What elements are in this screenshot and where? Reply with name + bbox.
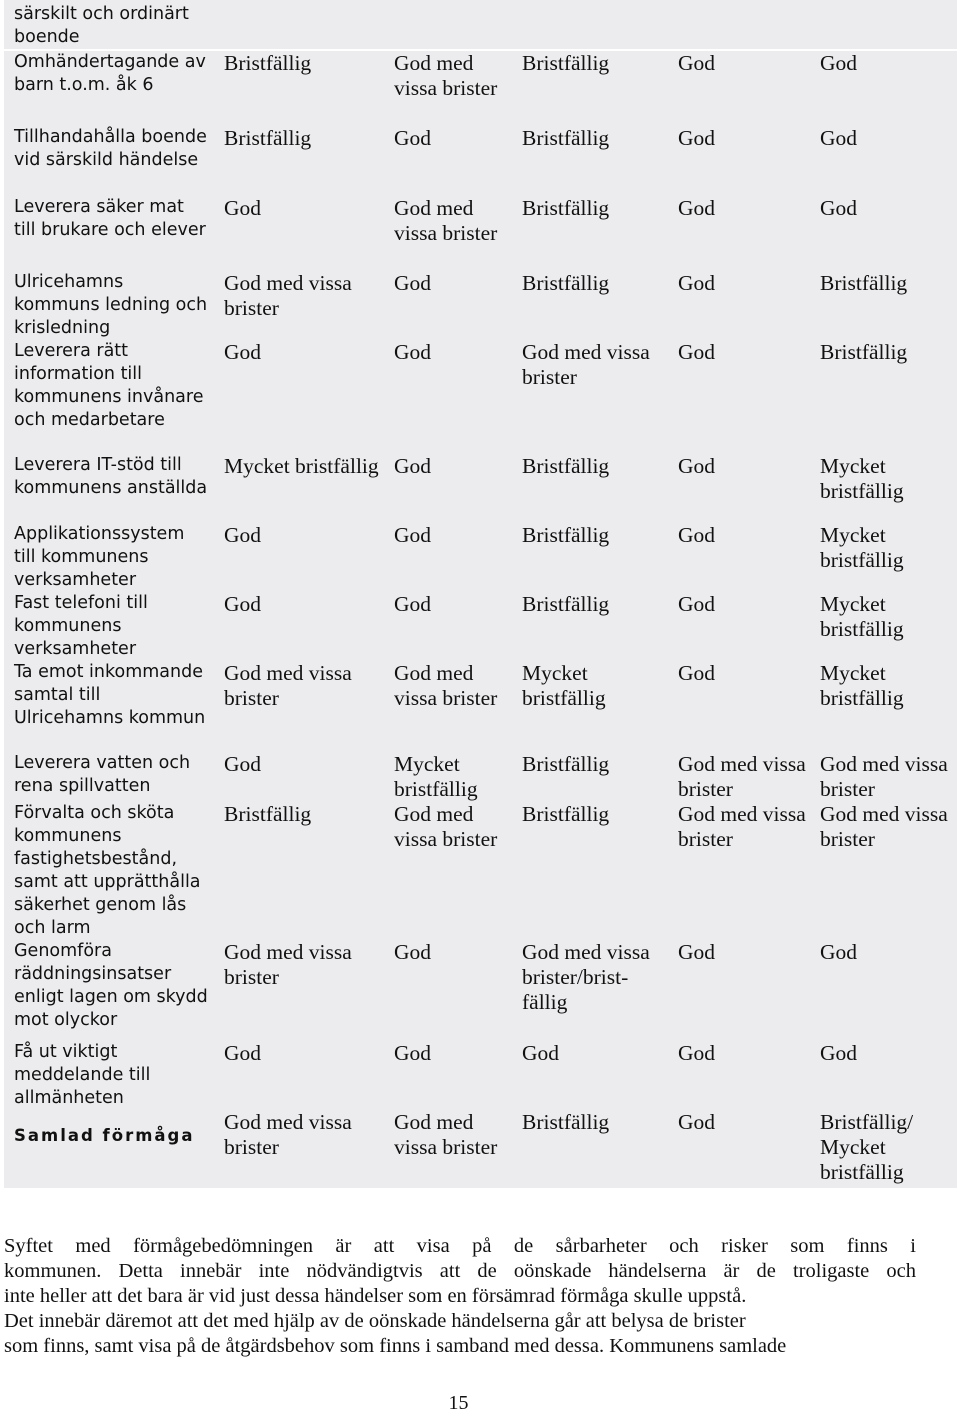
cell: Mycket bristfällig — [820, 454, 904, 503]
cell: God — [224, 592, 262, 616]
cell: God — [394, 523, 432, 547]
cell: God med vissa brister — [394, 196, 498, 245]
row-label: Genomföra räddningsinsatser enligt lagen om skydd mot olyckor — [14, 941, 208, 1030]
cell: God — [678, 523, 716, 547]
cell: Bristfällig/ Mycket bristfällig — [820, 1110, 914, 1184]
cell — [386, 0, 514, 50]
table-row — [4, 454, 957, 523]
cell: God — [678, 592, 716, 616]
cell: Bristfällig — [522, 523, 610, 547]
cell: God med vissa brister — [820, 752, 948, 801]
table-row — [4, 523, 957, 592]
cell: God — [678, 51, 716, 75]
table-row — [4, 196, 957, 271]
cell: God med vissa brister — [678, 752, 806, 801]
cell: Bristfällig — [820, 340, 908, 364]
cell: God — [820, 196, 858, 220]
row-label: Tillhandahålla boende vid särskild händelse — [14, 127, 207, 170]
table-row — [4, 0, 957, 50]
row-label: Leverera IT-stöd till kommunens anställda — [14, 455, 208, 498]
cell: God — [678, 196, 716, 220]
table-row — [4, 661, 957, 752]
cell: Mycket bristfällig — [820, 523, 904, 572]
cell: God med vissa brister/brist-fällig — [522, 940, 650, 1014]
cell: Bristfällig — [522, 752, 610, 776]
cell — [216, 0, 386, 50]
cell: God — [678, 271, 716, 295]
cell: God med vissa brister — [224, 271, 352, 320]
cell: God — [678, 940, 716, 964]
total-label: Samlad förmåga — [14, 1126, 195, 1145]
cell: Bristfällig — [522, 271, 610, 295]
table-row — [4, 126, 957, 196]
row-label: Fast telefoni till kommunens verksamheter — [14, 593, 148, 659]
cell: Bristfällig — [522, 802, 610, 826]
cell: Bristfällig — [224, 126, 312, 150]
cell: God — [394, 340, 432, 364]
row-label: Få ut viktigt meddelande till allmänheten — [14, 1042, 151, 1108]
cell: God — [678, 340, 716, 364]
capability-table — [4, 0, 957, 1188]
cell — [670, 0, 812, 50]
cell: God med vissa brister — [224, 1110, 352, 1159]
cell: God — [224, 523, 262, 547]
cell: Bristfällig — [522, 51, 610, 75]
table-row — [4, 940, 957, 1041]
cell: God med vissa brister — [678, 802, 806, 851]
cell: God — [394, 126, 432, 150]
cell: God — [394, 592, 432, 616]
cell: God — [678, 661, 716, 685]
table-row — [4, 340, 957, 454]
cell: God — [678, 1041, 716, 1065]
cell: God — [394, 271, 432, 295]
cell: Mycket bristfällig — [394, 752, 478, 801]
cell: God med vissa brister — [394, 661, 498, 710]
cell — [812, 0, 957, 50]
cell: God — [224, 340, 262, 364]
cell: Bristfällig — [224, 802, 312, 826]
cell: Bristfällig — [522, 196, 610, 220]
cell: Bristfällig — [522, 454, 610, 478]
table-row-total — [4, 1110, 957, 1188]
cell: God — [678, 126, 716, 150]
table-row — [4, 592, 957, 661]
cell: Bristfällig — [522, 592, 610, 616]
cell: Bristfällig — [224, 51, 312, 75]
cell: God med vissa brister — [224, 940, 352, 989]
row-label: Leverera vatten och rena spillvatten — [14, 753, 191, 796]
cell: Bristfällig — [522, 1110, 610, 1134]
table-row — [4, 752, 957, 802]
cell: Bristfällig — [522, 126, 610, 150]
cell: God med vissa brister — [394, 51, 498, 100]
row-label: särskilt och ordinärt boende — [4, 0, 216, 50]
cell: God — [224, 1041, 262, 1065]
cell: God — [522, 1041, 560, 1065]
cell: God — [394, 454, 432, 478]
cell: God — [394, 940, 432, 964]
cell: God — [224, 752, 262, 776]
paragraph-line: kommunen. Detta innebär inte nödvändigtvis att de oönskade händelserna är de troligaste och — [4, 1260, 916, 1282]
table-row — [4, 802, 957, 940]
row-label: Applikationssystem till kommunens verksamheter — [14, 524, 185, 590]
paragraph-line: inte heller att det bara är vid just dessa händelser som en försämrad förmåga skulle uppstå. — [4, 1285, 747, 1307]
cell: God med vissa brister — [820, 802, 948, 851]
cell: Mycket bristfällig — [224, 454, 379, 478]
cell: God med vissa brister — [394, 802, 498, 851]
cell: God — [224, 196, 262, 220]
cell: God — [820, 126, 858, 150]
cell: God — [820, 51, 858, 75]
row-label: Ulricehamns kommuns ledning och krisledning — [14, 272, 208, 338]
cell: God — [394, 1041, 432, 1065]
cell: Bristfällig — [820, 271, 908, 295]
cell: Mycket bristfällig — [820, 592, 904, 641]
cell: Mycket bristfällig — [820, 661, 904, 710]
cell — [514, 0, 670, 50]
row-label: Omhändertagande av barn t.o.m. åk 6 — [14, 52, 206, 95]
table-row — [4, 50, 957, 126]
cell: God med vissa brister — [522, 340, 650, 389]
page-number: 15 — [448, 1392, 469, 1414]
paragraph-line: Det innebär däremot att det med hjälp av de oönskade händelserna går att belysa de brister — [4, 1310, 746, 1332]
table-row — [4, 271, 957, 340]
row-label: Förvalta och sköta kommunens fastighetsbestånd, samt att upprätthålla säkerhet genom lås och larm — [14, 803, 201, 938]
cell: God — [678, 454, 716, 478]
cell: God — [820, 1041, 858, 1065]
row-label: Ta emot inkommande samtal till Ulricehamns kommun — [14, 662, 206, 728]
row-label: Leverera rätt information till kommunens invånare och medarbetare — [14, 341, 204, 430]
paragraph-line: som finns, samt visa på de åtgärdsbehov som finns i samband med dessa. Kommunens samlade — [4, 1335, 787, 1357]
table-row — [4, 1041, 957, 1110]
cell: God med vissa brister — [394, 1110, 498, 1159]
row-label — [4, 1110, 216, 1188]
row-label: Leverera säker mat till brukare och elever — [14, 197, 206, 240]
cell: God — [678, 1110, 716, 1134]
cell: Mycket bristfällig — [522, 661, 606, 710]
cell: God — [820, 940, 858, 964]
paragraph-line: Syftet med förmågebedömningen är att visa på de sårbarheter och risker som finns i — [4, 1235, 916, 1257]
cell: God med vissa brister — [224, 661, 352, 710]
